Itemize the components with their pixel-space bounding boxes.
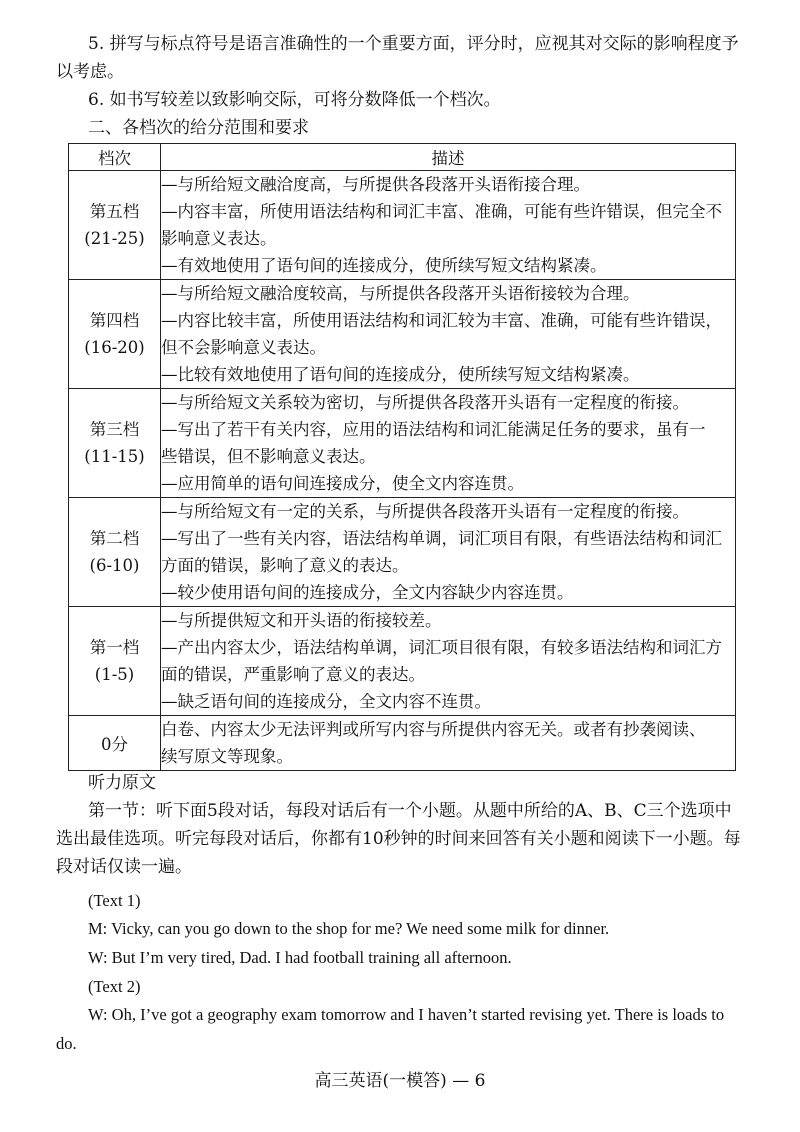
text1-woman-line: W: But I’m very tired, Dad. I had football training all afternoon. — [88, 948, 512, 967]
scoring-note-5: 5. 拼写与标点符号是语言准确性的一个重要方面，评分时，应视其对交际的影响程度予以考虑。 — [56, 34, 739, 82]
level-name: 第一档 — [89, 638, 140, 657]
description-line: —应用简单的语句间连接成分，使全文内容连贯。 — [161, 474, 524, 493]
description-line: 方面的错误，影响了意义的表达。 — [161, 556, 409, 575]
description-cell — [161, 716, 736, 771]
text1-label: (Text 1) — [88, 891, 141, 910]
table-row — [69, 498, 736, 607]
description-line: 续写原文等现象。 — [161, 747, 293, 766]
header-description: 描述 — [161, 144, 736, 171]
description-line: 但不会影响意义表达。 — [161, 338, 326, 357]
description-cell — [161, 280, 736, 389]
header-level: 档次 — [69, 144, 161, 171]
description-line: —与所提供短文和开头语的衔接较差。 — [161, 611, 442, 630]
level-name: 第四档 — [89, 311, 140, 330]
table-row-zero — [69, 716, 736, 771]
level-name: 第三档 — [89, 420, 140, 439]
level-name: 第二档 — [89, 529, 140, 548]
description-line: —缺乏语句间的连接成分，全文内容不连贯。 — [161, 692, 491, 711]
level-name: 0分 — [69, 716, 161, 771]
description-line: 白卷、内容太少无法评判或所写内容与所提供内容无关。或者有抄袭阅读、 — [161, 720, 706, 739]
description-line: —有效地使用了语句间的连接成分，使所续写短文结构紧凑。 — [161, 256, 607, 275]
scoring-note-6: 6. 如书写较差以致影响交际，可将分数降低一个档次。 — [88, 90, 501, 110]
description-line: —比较有效地使用了语句间的连接成分，使所续写短文结构紧凑。 — [161, 365, 640, 384]
description-cell — [161, 498, 736, 607]
text2-woman-line: W: Oh, I’ve got a geography exam tomorrow and I haven’t started revising yet. There is loads to — [88, 1005, 725, 1024]
level-range: (16-20) — [84, 338, 145, 357]
description-cell — [161, 607, 736, 716]
table-row — [69, 607, 736, 716]
description-line: —内容比较丰富，所使用语法结构和词汇较为丰富、准确，可能有些许错误， — [161, 311, 722, 330]
description-line: —写出了一些有关内容，语法结构单调，词汇项目有限，有些语法结构和词汇 — [161, 529, 722, 548]
table-row — [69, 389, 736, 498]
text2-woman-line-continued: do. — [56, 1034, 77, 1053]
level-cell — [69, 498, 161, 607]
table-row — [69, 280, 736, 389]
level-name: 第五档 — [89, 202, 140, 221]
level-cell — [69, 389, 161, 498]
listening-instructions: 第一节：听下面5段对话，每段对话后有一个小题。从题中所给的A、B、C三个选项中选出最佳选项。听完每段对话后，你都有10秒钟的时间来回答有关小题和阅读下一小题。每段对话仅读一遍。 — [56, 801, 741, 877]
description-line: —内容丰富，所使用语法结构和词汇丰富、准确，可能有些许错误，但完全不 — [161, 202, 722, 221]
level-range: (11-15) — [84, 447, 145, 466]
level-cell — [69, 280, 161, 389]
description-line: —写出了若干有关内容，应用的语法结构和词汇能满足任务的要求，虽有一 — [161, 420, 706, 439]
table-row — [69, 171, 736, 280]
description-cell — [161, 389, 736, 498]
description-line: —与所给短文关系较为密切，与所提供各段落开头语有一定程度的衔接。 — [161, 393, 689, 412]
description-line: 影响意义表达。 — [161, 229, 277, 248]
description-line: —较少使用语句间的连接成分，全文内容缺少内容连贯。 — [161, 583, 574, 602]
grading-table — [68, 143, 736, 771]
description-line: —与所给短文融洽度较高，与所提供各段落开头语衔接较为合理。 — [161, 284, 640, 303]
level-range: (21-25) — [84, 229, 145, 248]
section-heading: 二、各档次的给分范围和要求 — [88, 118, 309, 138]
level-range: (1-5) — [94, 665, 135, 684]
description-line: —与所给短文融洽度高，与所提供各段落开头语衔接合理。 — [161, 175, 590, 194]
description-line: —与所给短文有一定的关系，与所提供各段落开头语有一定程度的衔接。 — [161, 502, 689, 521]
table-header-row — [69, 144, 736, 171]
text2-label: (Text 2) — [88, 977, 141, 996]
text1-man-line: M: Vicky, can you go down to the shop for me? We need some milk for dinner. — [88, 919, 610, 938]
description-line: —产出内容太少，语法结构单调，词汇项目很有限，有较多语法结构和词汇方 — [161, 638, 722, 657]
listening-title: 听力原文 — [88, 773, 156, 793]
description-line: 面的错误，严重影响了意义的表达。 — [161, 665, 425, 684]
description-cell — [161, 171, 736, 280]
level-cell — [69, 607, 161, 716]
description-line: 些错误，但不影响意义表达。 — [161, 447, 376, 466]
page-footer: 高三英语(一模答) — 6 — [314, 1071, 486, 1091]
level-cell — [69, 171, 161, 280]
level-range: (6-10) — [89, 556, 140, 575]
